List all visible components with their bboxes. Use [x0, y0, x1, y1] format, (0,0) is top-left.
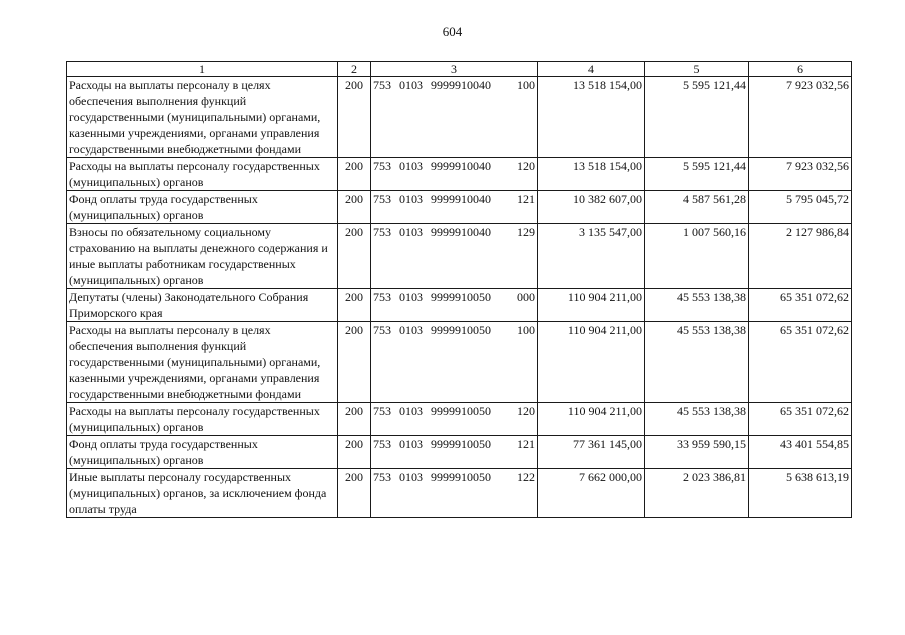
table-row [67, 403, 852, 436]
row-fact-cell: 45 553 138,38 [645, 289, 749, 322]
row-fact-cell: 45 553 138,38 [645, 322, 749, 403]
row-name-cell: Расходы на выплаты персоналу государственных (муниципальных) органов [67, 403, 338, 436]
column-header: 6 [749, 62, 852, 77]
table-row [67, 436, 852, 469]
row-plan-cell: 3 135 547,00 [538, 224, 645, 289]
row-code-cell: 200 [338, 322, 371, 403]
row-rest-cell: 5 795 045,72 [749, 191, 852, 224]
code-vr: 100 [517, 323, 535, 337]
row-rest-cell: 43 401 554,85 [749, 436, 852, 469]
code-section: 0103 [399, 78, 423, 92]
row-code-cell: 200 [338, 224, 371, 289]
table-row [67, 191, 852, 224]
row-fact-cell: 1 007 560,16 [645, 224, 749, 289]
row-code-cell: 200 [338, 403, 371, 436]
row-plan-cell: 110 904 211,00 [538, 289, 645, 322]
row-classification-cell [371, 158, 538, 191]
row-classification-cell [371, 436, 538, 469]
row-plan-cell: 77 361 145,00 [538, 436, 645, 469]
row-code-cell: 200 [338, 469, 371, 518]
row-name-cell: Взносы по обязательному социальному страхованию на выплаты денежного содержания и иные выплаты работникам государственных (муниципальных) органов [67, 224, 338, 289]
code-grbs: 753 [373, 192, 391, 206]
table-header-row [67, 62, 852, 77]
row-code-cell: 200 [338, 191, 371, 224]
row-rest-cell: 5 638 613,19 [749, 469, 852, 518]
column-header: 5 [645, 62, 749, 77]
table-row [67, 469, 852, 518]
row-plan-cell: 10 382 607,00 [538, 191, 645, 224]
code-section: 0103 [399, 437, 423, 451]
code-grbs: 753 [373, 225, 391, 239]
code-vr: 120 [517, 159, 535, 173]
row-fact-cell: 5 595 121,44 [645, 77, 749, 158]
code-csr: 9999910040 [431, 159, 491, 173]
row-rest-cell: 2 127 986,84 [749, 224, 852, 289]
row-code-cell: 200 [338, 289, 371, 322]
code-csr: 9999910040 [431, 225, 491, 239]
row-classification-cell [371, 224, 538, 289]
code-grbs: 753 [373, 78, 391, 92]
code-csr: 9999910050 [431, 323, 491, 337]
code-vr: 000 [517, 290, 535, 304]
row-plan-cell: 7 662 000,00 [538, 469, 645, 518]
code-grbs: 753 [373, 404, 391, 418]
column-header: 1 [67, 62, 338, 77]
code-csr: 9999910050 [431, 290, 491, 304]
row-rest-cell: 7 923 032,56 [749, 158, 852, 191]
row-code-cell: 200 [338, 77, 371, 158]
row-name-cell: Депутаты (члены) Законодательного Собрания Приморского края [67, 289, 338, 322]
row-plan-cell: 110 904 211,00 [538, 403, 645, 436]
code-section: 0103 [399, 470, 423, 484]
row-name-cell: Фонд оплаты труда государственных (муниципальных) органов [67, 191, 338, 224]
code-csr: 9999910050 [431, 470, 491, 484]
code-csr: 9999910050 [431, 404, 491, 418]
row-classification-cell [371, 469, 538, 518]
code-vr: 100 [517, 78, 535, 92]
budget-table [66, 61, 852, 518]
row-classification-cell [371, 403, 538, 436]
row-classification-cell [371, 77, 538, 158]
row-rest-cell: 65 351 072,62 [749, 403, 852, 436]
code-grbs: 753 [373, 159, 391, 173]
code-grbs: 753 [373, 290, 391, 304]
row-name-cell: Иные выплаты персоналу государственных (муниципальных) органов, за исключением фонда оплаты труда [67, 469, 338, 518]
column-header: 3 [371, 62, 538, 77]
row-fact-cell: 33 959 590,15 [645, 436, 749, 469]
code-vr: 129 [517, 225, 535, 239]
code-vr: 120 [517, 404, 535, 418]
table-row [67, 77, 852, 158]
row-classification-cell [371, 191, 538, 224]
table-row [67, 289, 852, 322]
row-rest-cell: 65 351 072,62 [749, 322, 852, 403]
page-number: 604 [442, 24, 463, 39]
code-grbs: 753 [373, 437, 391, 451]
table-row [67, 158, 852, 191]
row-name-cell: Фонд оплаты труда государственных (муниципальных) органов [67, 436, 338, 469]
row-plan-cell: 110 904 211,00 [538, 322, 645, 403]
code-grbs: 753 [373, 470, 391, 484]
row-fact-cell: 5 595 121,44 [645, 158, 749, 191]
code-section: 0103 [399, 290, 423, 304]
code-grbs: 753 [373, 323, 391, 337]
code-vr: 122 [517, 470, 535, 484]
code-csr: 9999910040 [431, 78, 491, 92]
code-section: 0103 [399, 192, 423, 206]
row-plan-cell: 13 518 154,00 [538, 158, 645, 191]
table-row [67, 224, 852, 289]
row-name-cell: Расходы на выплаты персоналу государственных (муниципальных) органов [67, 158, 338, 191]
code-section: 0103 [399, 404, 423, 418]
row-rest-cell: 65 351 072,62 [749, 289, 852, 322]
column-header: 2 [338, 62, 371, 77]
row-name-cell: Расходы на выплаты персоналу в целях обеспечения выполнения функций государственными (муниципальными) органами, казенными учреждениями, органами управления государственными внебюджетными фондами [67, 77, 338, 158]
code-section: 0103 [399, 323, 423, 337]
row-fact-cell: 4 587 561,28 [645, 191, 749, 224]
code-csr: 9999910050 [431, 437, 491, 451]
code-section: 0103 [399, 225, 423, 239]
table-row [67, 322, 852, 403]
column-header: 4 [538, 62, 645, 77]
code-vr: 121 [517, 437, 535, 451]
code-csr: 9999910040 [431, 192, 491, 206]
row-fact-cell: 2 023 386,81 [645, 469, 749, 518]
row-rest-cell: 7 923 032,56 [749, 77, 852, 158]
code-section: 0103 [399, 159, 423, 173]
row-classification-cell [371, 322, 538, 403]
row-code-cell: 200 [338, 436, 371, 469]
code-vr: 121 [517, 192, 535, 206]
row-name-cell: Расходы на выплаты персоналу в целях обеспечения выполнения функций государственными (муниципальными) органами, казенными учреждениями, органами управления государственными внебюджетными фондами [67, 322, 338, 403]
row-fact-cell: 45 553 138,38 [645, 403, 749, 436]
row-code-cell: 200 [338, 158, 371, 191]
table-body [67, 77, 852, 518]
row-plan-cell: 13 518 154,00 [538, 77, 645, 158]
row-classification-cell [371, 289, 538, 322]
